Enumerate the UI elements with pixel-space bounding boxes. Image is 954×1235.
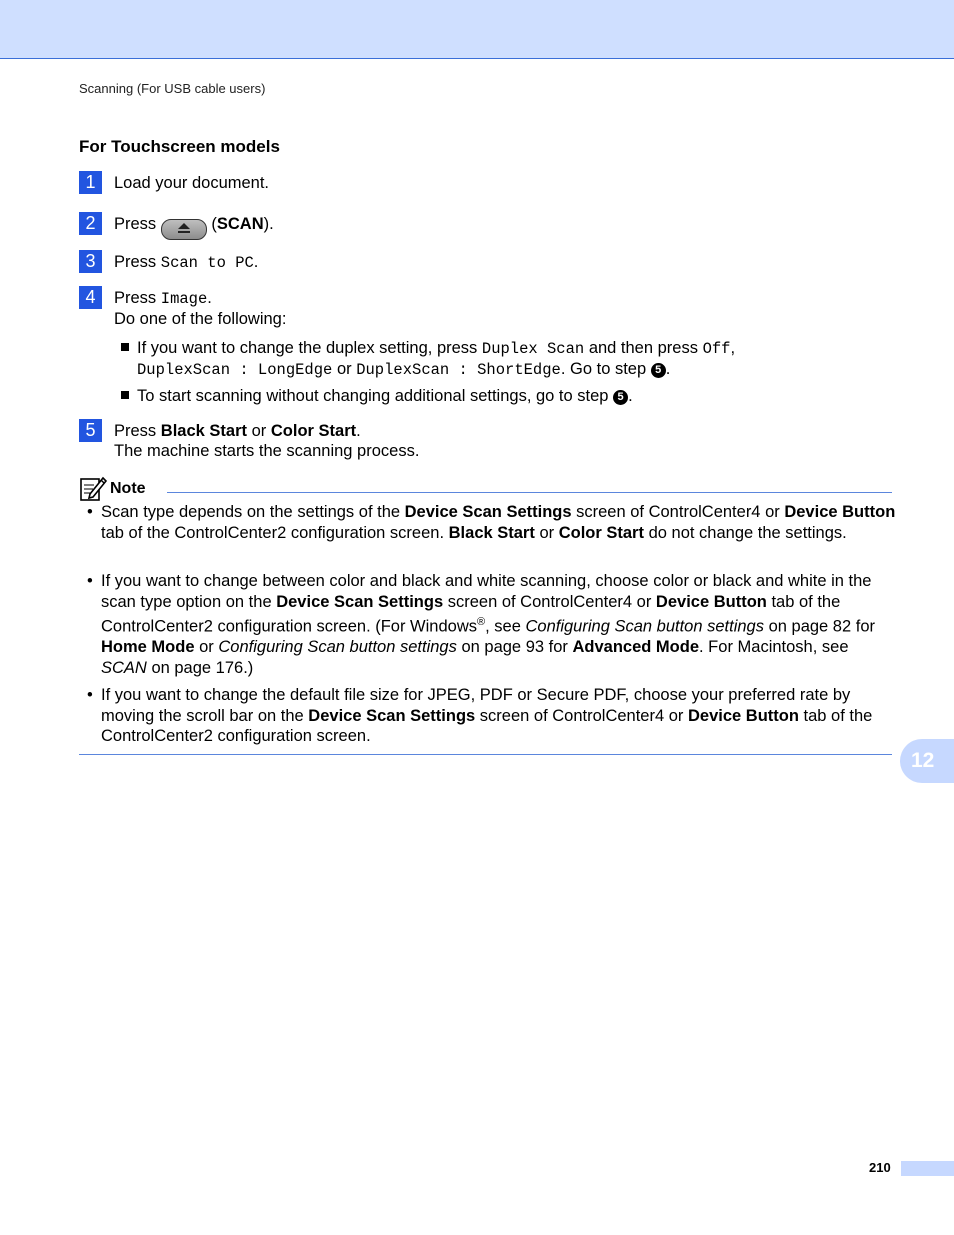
close-paren: ). (263, 215, 274, 233)
square-bullet-icon (121, 343, 129, 351)
black-start-label: Black Start (160, 422, 247, 440)
step-text: Load your document. (114, 174, 270, 192)
step-text: Press Image. Do one of the following: (114, 289, 287, 328)
step-text (114, 214, 274, 240)
note-bottom-rule (79, 754, 892, 755)
page-number: 210 (869, 1160, 891, 1175)
cross-reference[interactable]: Configuring Scan button settings (525, 617, 764, 636)
cross-reference[interactable]: Configuring Scan button settings (218, 638, 457, 656)
press-word: Press (114, 253, 157, 271)
ui-label: DuplexScan : ShortEdge (356, 361, 561, 379)
note-item: • If you want to change between color and black and white scanning, choose color or black and white in the scan type option on the Device Scan Settings screen of ControlCenter4 or Device Button tab of the ControlCenter2 configuration screen. (For Windows®, see Configuring Scan button settings on page 82 for Home Mode or Configuring Scan button settings on page 93 for Advanced Mode. For Macintosh, see SCAN on page 176.) (87, 572, 875, 677)
section-title: For Touchscreen models (79, 137, 280, 156)
step-text: Press Black Start or Color Start. The machine starts the scanning process. (114, 422, 420, 460)
note-item: • Scan type depends on the settings of the Device Scan Settings screen of ControlCenter4 or Device Button tab of the ControlCenter2 configuration screen. Black Start or Color Start do not change the settings. (87, 503, 896, 542)
ui-label: Image (160, 290, 208, 308)
step-line-2: The machine starts the scanning process. (114, 442, 420, 460)
sub-bullet-duplex: If you want to change the duplex setting, press Duplex Scan and then press Off, DuplexScan : LongEdge or DuplexScan : ShortEdge. Go to step 5 . (121, 338, 735, 380)
step-number: 3 (79, 250, 102, 273)
step-ref-icon: 5 (651, 363, 666, 378)
ui-label: DuplexScan : LongEdge (137, 361, 333, 379)
press-word: Press (114, 422, 157, 440)
step-ref-icon: 5 (613, 390, 628, 405)
scan-key-label: SCAN (216, 215, 264, 233)
step-line-2: Do one of the following: (114, 310, 287, 328)
press-word: Press (114, 215, 157, 233)
bullet: • (87, 686, 93, 704)
page-tab (901, 1161, 954, 1176)
cross-reference[interactable]: SCAN (101, 658, 147, 677)
note-pencil-icon (79, 474, 107, 502)
note-rule (167, 492, 892, 493)
step-text: Press Scan to PC. (114, 253, 259, 272)
step-number: 1 (79, 171, 102, 194)
running-head: Scanning (For USB cable users) (79, 81, 266, 96)
sub-bullet-no-change: To start scanning without changing additional settings, go to step 5 . (121, 386, 633, 406)
ui-label: Scan to PC (160, 254, 254, 272)
step-number: 2 (79, 212, 102, 235)
ui-label: Off (702, 340, 731, 358)
step-number: 4 (79, 286, 102, 309)
ui-label: Duplex Scan (481, 340, 585, 358)
step-number: 5 (79, 419, 102, 442)
open-paren: ( (211, 215, 217, 233)
header-band (0, 0, 954, 59)
note-label: Note (110, 480, 146, 497)
color-start-label: Color Start (270, 422, 357, 440)
bullet: • (87, 572, 93, 590)
scan-key-icon (161, 219, 207, 240)
note-item: • If you want to change the default file size for JPEG, PDF or Secure PDF, choose your preferred rate by moving the scroll bar on the Device Scan Settings screen of ControlCenter4 or Device Button tab of the ControlCenter2 configuration screen. (87, 686, 873, 745)
press-word: Press (114, 289, 157, 307)
square-bullet-icon (121, 391, 129, 399)
bullet: • (87, 503, 93, 521)
chapter-tab: 12 (900, 739, 954, 783)
